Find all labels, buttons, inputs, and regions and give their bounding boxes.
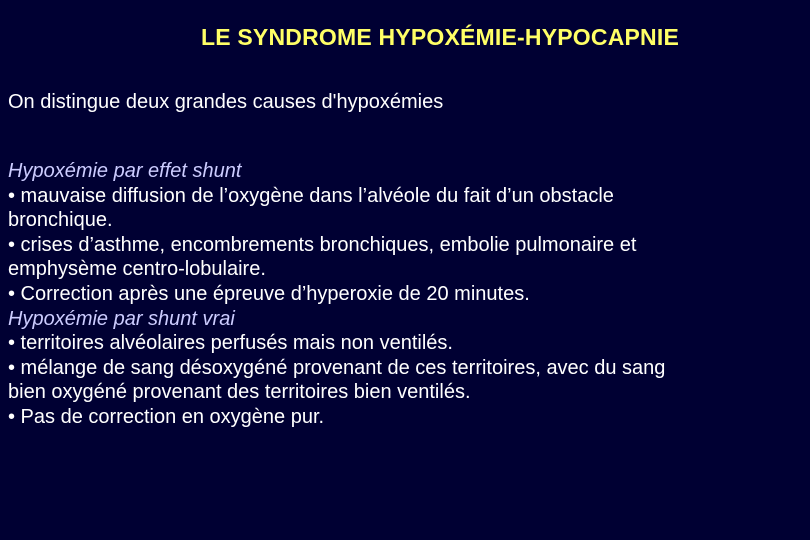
slide-title: LE SYNDROME HYPOXÉMIE-HYPOCAPNIE — [201, 24, 679, 50]
bullet-pas-de-correction: • Pas de correction en oxygène pur. — [8, 405, 325, 428]
intro-text: On distingue deux grandes causes d'hypoxémies — [8, 91, 444, 113]
bullet-mauvaise-diffusion: • mauvaise diffusion de l’oxygène dans l’alvéole du fait d’un obstacle — [8, 184, 614, 207]
bullet-melange-sang: • mélange de sang désoxygéné provenant de ces territoires, avec du sang — [8, 356, 666, 379]
section-heading-effet-shunt: Hypoxémie par effet shunt — [8, 160, 242, 182]
bullet-melange-sang-cont: bien oxygéné provenant des territoires bien ventilés. — [8, 381, 471, 404]
slide-body — [8, 159, 803, 430]
bullet-territoires-perfuses: • territoires alvéolaires perfusés mais non ventilés. — [8, 332, 453, 355]
bullet-crises-asthme-cont: emphysème centro-lobulaire. — [8, 258, 266, 281]
bullet-mauvaise-diffusion-cont: bronchique. — [8, 209, 113, 232]
bullet-crises-asthme: • crises d’asthme, encombrements bronchiques, embolie pulmonaire et — [8, 233, 637, 256]
bullet-correction-hyperoxie: • Correction après une épreuve d’hyperoxie de 20 minutes. — [8, 282, 530, 305]
section-heading-shunt-vrai: Hypoxémie par shunt vrai — [8, 307, 235, 330]
